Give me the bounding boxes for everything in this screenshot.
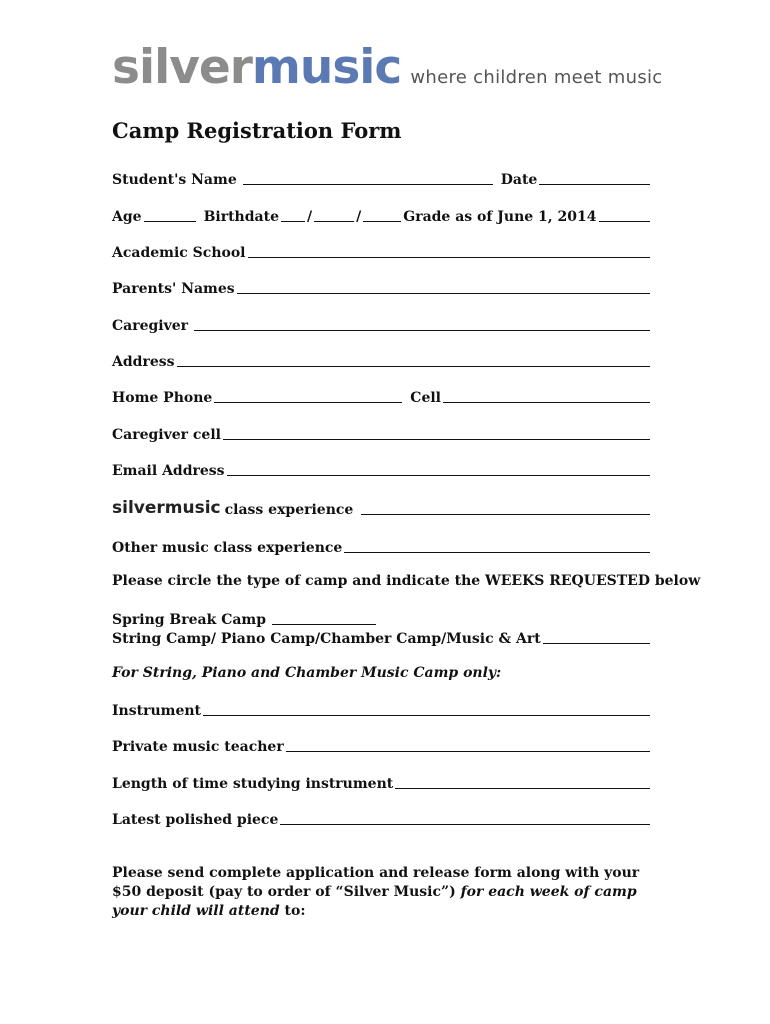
logo-tagline: where children meet music: [410, 67, 663, 88]
string-camp-weeks-field[interactable]: [543, 629, 650, 644]
length-studying-label: Length of time studying instrument: [112, 776, 394, 792]
latest-piece-row: [112, 808, 652, 828]
string-camp-note: For String, Piano and Chamber Music Camp only:: [112, 665, 502, 681]
class-experience-label: class experience: [224, 502, 354, 518]
birthdate-label: Birthdate: [203, 209, 279, 225]
address-field[interactable]: [177, 352, 651, 367]
silvermusic-brand-text: silvermusic: [112, 498, 221, 518]
email-row: [112, 459, 652, 479]
length-studying-field[interactable]: [395, 774, 650, 789]
date-separator: /: [306, 209, 313, 225]
email-label: Email Address: [112, 463, 225, 479]
academic-school-row: [112, 241, 652, 261]
caregiver-field[interactable]: [194, 316, 650, 331]
student-name-label: Student's Name: [112, 172, 237, 188]
send-instructions-emphasis: for each week of camp your child will attend: [112, 884, 637, 919]
send-instructions-end: to:: [284, 903, 306, 919]
email-field[interactable]: [227, 461, 650, 476]
logo-music-text: music: [251, 40, 402, 95]
caregiver-row: [112, 314, 652, 334]
grade-label: Grade as of June 1, 2014: [403, 209, 597, 225]
latest-piece-field[interactable]: [280, 810, 650, 825]
student-name-field[interactable]: [243, 170, 493, 185]
string-camp-label: String Camp/ Piano Camp/Chamber Camp/Music & Art: [112, 631, 541, 647]
date-field[interactable]: [539, 170, 650, 185]
string-camp-row: [112, 627, 652, 647]
silvermusic-logo: [112, 40, 663, 95]
birth-month-field[interactable]: [281, 207, 305, 222]
age-field[interactable]: [144, 207, 196, 222]
instrument-field[interactable]: [203, 701, 650, 716]
home-phone-label: Home Phone: [112, 390, 213, 406]
private-teacher-field[interactable]: [286, 737, 650, 752]
silvermusic-experience-row: [112, 498, 652, 518]
parents-names-field[interactable]: [237, 279, 650, 294]
caregiver-cell-field[interactable]: [223, 425, 650, 440]
student-name-row: [112, 168, 652, 188]
spring-break-weeks-field[interactable]: [272, 610, 376, 625]
academic-school-label: Academic School: [112, 245, 246, 261]
age-label: Age: [112, 209, 142, 225]
send-instructions: [112, 864, 657, 921]
address-label: Address: [112, 354, 175, 370]
parents-names-row: [112, 277, 652, 297]
silvermusic-experience-field[interactable]: [361, 500, 650, 515]
private-teacher-label: Private music teacher: [112, 739, 284, 755]
camp-type-instruction: Please circle the type of camp and indicate the WEEKS REQUESTED below: [112, 573, 701, 589]
send-instructions-text: Please send complete application and release form along with your $50 deposit (pay to order of “Silver Music”): [112, 865, 640, 900]
length-studying-row: [112, 772, 652, 792]
home-phone-field[interactable]: [214, 388, 402, 403]
date-label: Date: [500, 172, 538, 188]
cell-label: Cell: [410, 390, 441, 406]
caregiver-cell-row: [112, 423, 652, 443]
other-experience-label: Other music class experience: [112, 540, 343, 556]
instrument-row: [112, 699, 652, 719]
spring-break-label: Spring Break Camp: [112, 612, 267, 628]
other-experience-row: [112, 536, 652, 556]
age-row: [112, 205, 652, 225]
cell-field[interactable]: [443, 388, 650, 403]
logo-silver-text: silver: [112, 40, 252, 95]
page-title: Camp Registration Form: [112, 118, 402, 143]
grade-field[interactable]: [599, 207, 651, 222]
birth-day-field[interactable]: [314, 207, 354, 222]
birth-year-field[interactable]: [363, 207, 401, 222]
address-row: [112, 350, 652, 370]
instrument-label: Instrument: [112, 703, 201, 719]
caregiver-cell-label: Caregiver cell: [112, 427, 221, 443]
private-teacher-row: [112, 735, 652, 755]
latest-piece-label: Latest polished piece: [112, 812, 279, 828]
date-separator: /: [356, 209, 362, 225]
other-experience-field[interactable]: [344, 538, 650, 553]
academic-school-field[interactable]: [248, 243, 651, 258]
spring-break-row: [112, 608, 652, 628]
caregiver-label: Caregiver: [112, 318, 189, 334]
phone-row: [112, 386, 652, 406]
parents-names-label: Parents' Names: [112, 281, 235, 297]
